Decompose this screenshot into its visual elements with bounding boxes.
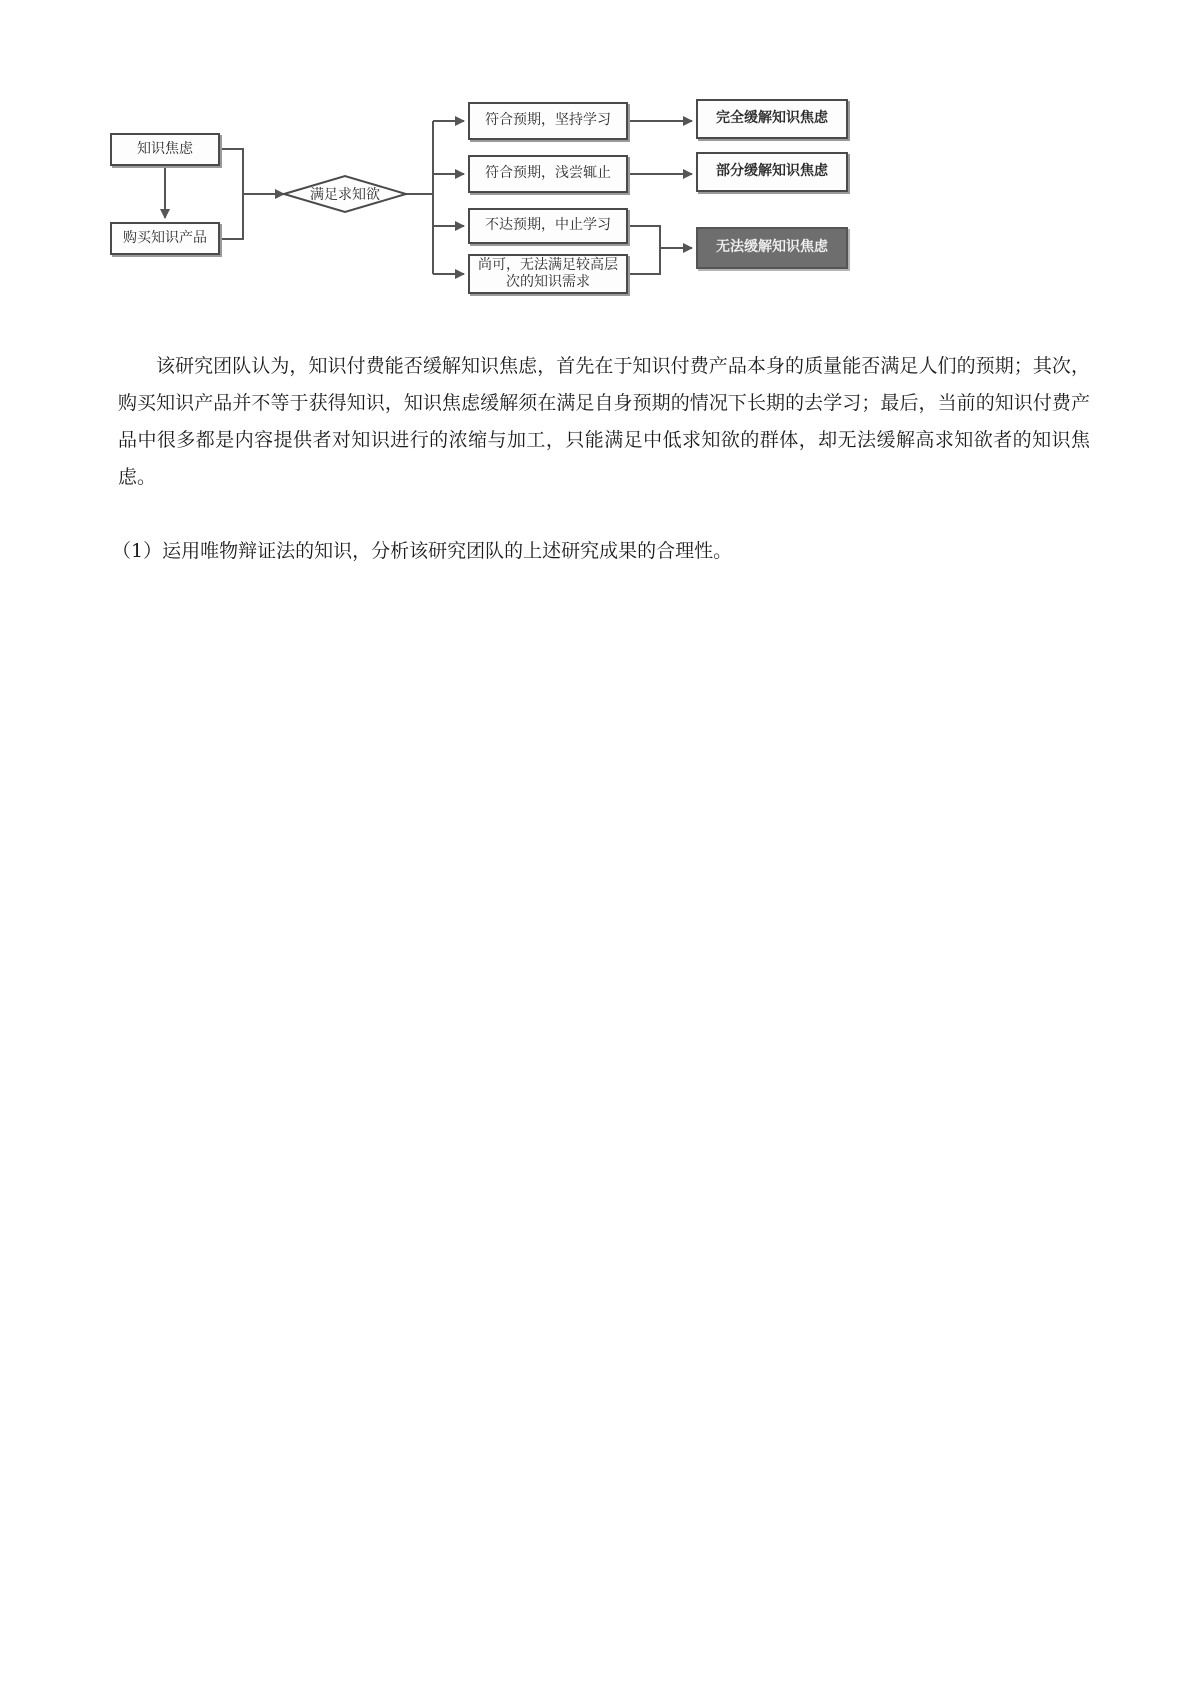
buy-product-box: 购买知识产品	[110, 222, 220, 255]
question-1: （1）运用唯物辩证法的知识，分析该研究团队的上述研究成果的合理性。	[112, 540, 733, 562]
body-paragraph: 该研究团队认为，知识付费能否缓解知识焦虑，首先在于知识付费产品本身的质量能否满足人们的预期；其次，购买知识产品并不等于获得知识，知识焦虑缓解须在满足自身预期的情况下长期的去学习；最后，当前的知识付费产品中很多都是内容提供者对知识进行的浓缩与加工，只能满足中低求知欲的群体，却无法缓解高求知欲者的知识焦虑。	[118, 355, 1090, 488]
branch-box-1: 符合预期，坚持学习	[468, 102, 628, 140]
branch-box-2: 符合预期，浅尝辄止	[468, 155, 628, 193]
decision-label: 满足求知欲	[310, 187, 380, 203]
branch-box-4-line2: 次的知识需求	[506, 274, 590, 290]
outcome-box-no-relief: 无法缓解知识焦虑	[696, 227, 848, 269]
outcome-box-partial-relief: 部分缓解知识焦虑	[696, 152, 848, 192]
flowchart	[110, 96, 960, 326]
branch-box-3: 不达预期，中止学习	[468, 208, 628, 244]
branch-box-4	[468, 254, 628, 294]
outcome-box-full-relief: 完全缓解知识焦虑	[696, 99, 848, 139]
anxiety-box: 知识焦虑	[110, 133, 220, 166]
branch-box-4-line1: 尚可，无法满足较高层	[478, 256, 618, 273]
